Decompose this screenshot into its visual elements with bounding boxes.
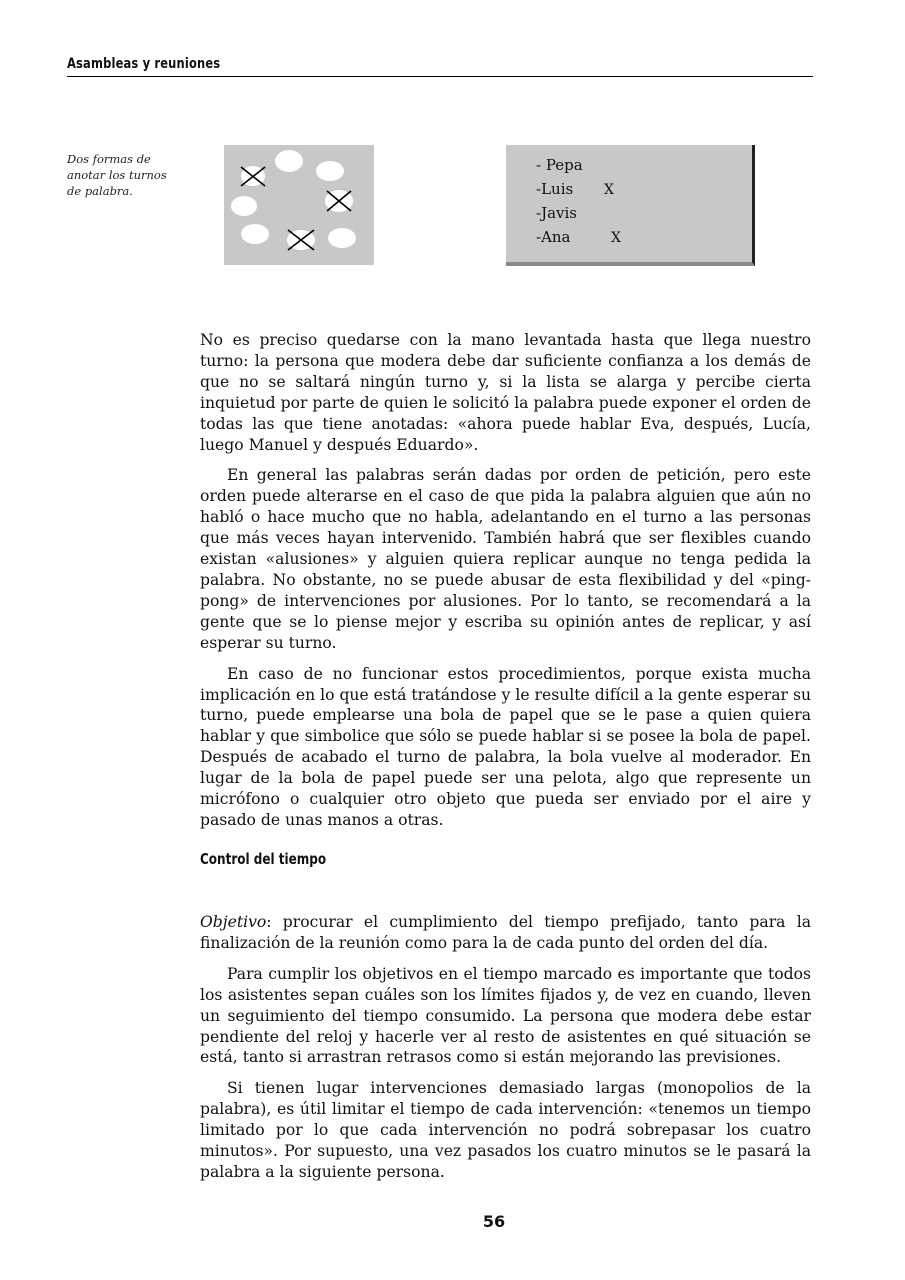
seat-circle	[275, 150, 303, 172]
margin-note: Dos formas de anotar los turnos de palabra.	[67, 152, 167, 198]
body-text-block-2	[200, 912, 811, 1193]
section-heading: Control del tiempo	[200, 850, 327, 868]
seat-circle	[231, 196, 257, 216]
header-rule	[67, 76, 813, 77]
figure-turn-list	[506, 145, 755, 266]
paragraph: En general las palabras serán dadas por orden de petición, pero este orden puede alterarse en el caso de que pida la palabra alguien que aún no habló o hace mucho que no habla, adelantando en el turno a las personas que más veces hayan intervenido. También habrá que ser flexibles cuando existan «alusiones» y alguien quiera replicar aunque no tenga pedida la palabra. No obstante, no se puede abusar de esta flexibilidad y del «ping-pong» de intervenciones por alusiones. Por lo tanto, se recomendará a la gente que se lo piense mejor y escriba su opinión antes de replicar, y así esperar su turno.	[200, 466, 811, 652]
seat-circle	[241, 224, 269, 244]
paragraph: Si tienen lugar intervenciones demasiado largas (monopolios de la palabra), es útil limitar el tiempo de cada intervención: «tenemos un tiempo limitado por lo que cada intervención no podrá sobrepasar los cuatro minutos». Por supuesto, una vez pasados los cuatro minutos se le pasará la palabra a la siguiente persona.	[200, 1079, 811, 1181]
list-item-name: - Pepa	[536, 156, 583, 174]
objective-label: Objetivo	[200, 913, 267, 931]
circles-svg	[224, 145, 374, 265]
page-number: 56	[482, 1212, 506, 1231]
figure-circles-diagram	[224, 145, 374, 265]
paragraph: No es preciso quedarse con la mano levantada hasta que llega nuestro turno: la persona que modera debe dar suficiente confianza a los demás de que no se saltará ningún turno y, si la lista se alarga y percibe cierta inquietud por parte de quien le solicitó la palabra puede exponer el orden de todas las que tiene anotadas: «ahora puede hablar Eva, después, Lucía, luego Manuel y después Eduardo».	[200, 331, 811, 454]
running-head: Asambleas y reuniones	[67, 56, 221, 72]
list-item-name: -Javis	[536, 204, 577, 222]
paragraph: Para cumplir los objetivos en el tiempo marcado es importante que todos los asistentes sepan cuáles son los límites fijados y, de vez en cuando, lleven un seguimiento del tiempo consumido. La persona que modera debe estar pendiente del reloj y hacerle ver al resto de asistentes en qué situación se está, tanto si arrastran retrasos como si están mejorando las previsiones.	[200, 964, 811, 1067]
list-item-name: -Ana	[536, 228, 571, 246]
list-item-mark: X	[611, 230, 621, 246]
objective-paragraph	[200, 912, 811, 954]
seat-circle	[328, 228, 356, 248]
body-text-block	[200, 330, 811, 841]
list-item-mark: X	[604, 182, 614, 198]
paragraph: En caso de no funcionar estos procedimientos, porque exista mucha implicación en lo que está tratándose y le resulte difícil a la gente esperar su turno, puede emplearse una bola de papel que se le pase a quien quiera hablar y que simbolice que sólo se puede hablar si se posee la bola de papel. Después de acabado el turno de palabra, la bola vuelve al moderador. En lugar de la bola de papel puede ser una pelota, algo que represente un micrófono o cualquier otro objeto que pueda ser enviado por el aire y pasado de unas manos a otras.	[200, 664, 811, 829]
list-item-name: -Luis	[536, 180, 574, 198]
objective-text: : procurar el cumplimiento del tiempo prefijado, tanto para la finalización de la reunión como para la de cada punto del orden del día.	[200, 913, 811, 952]
seat-circle	[316, 161, 344, 181]
